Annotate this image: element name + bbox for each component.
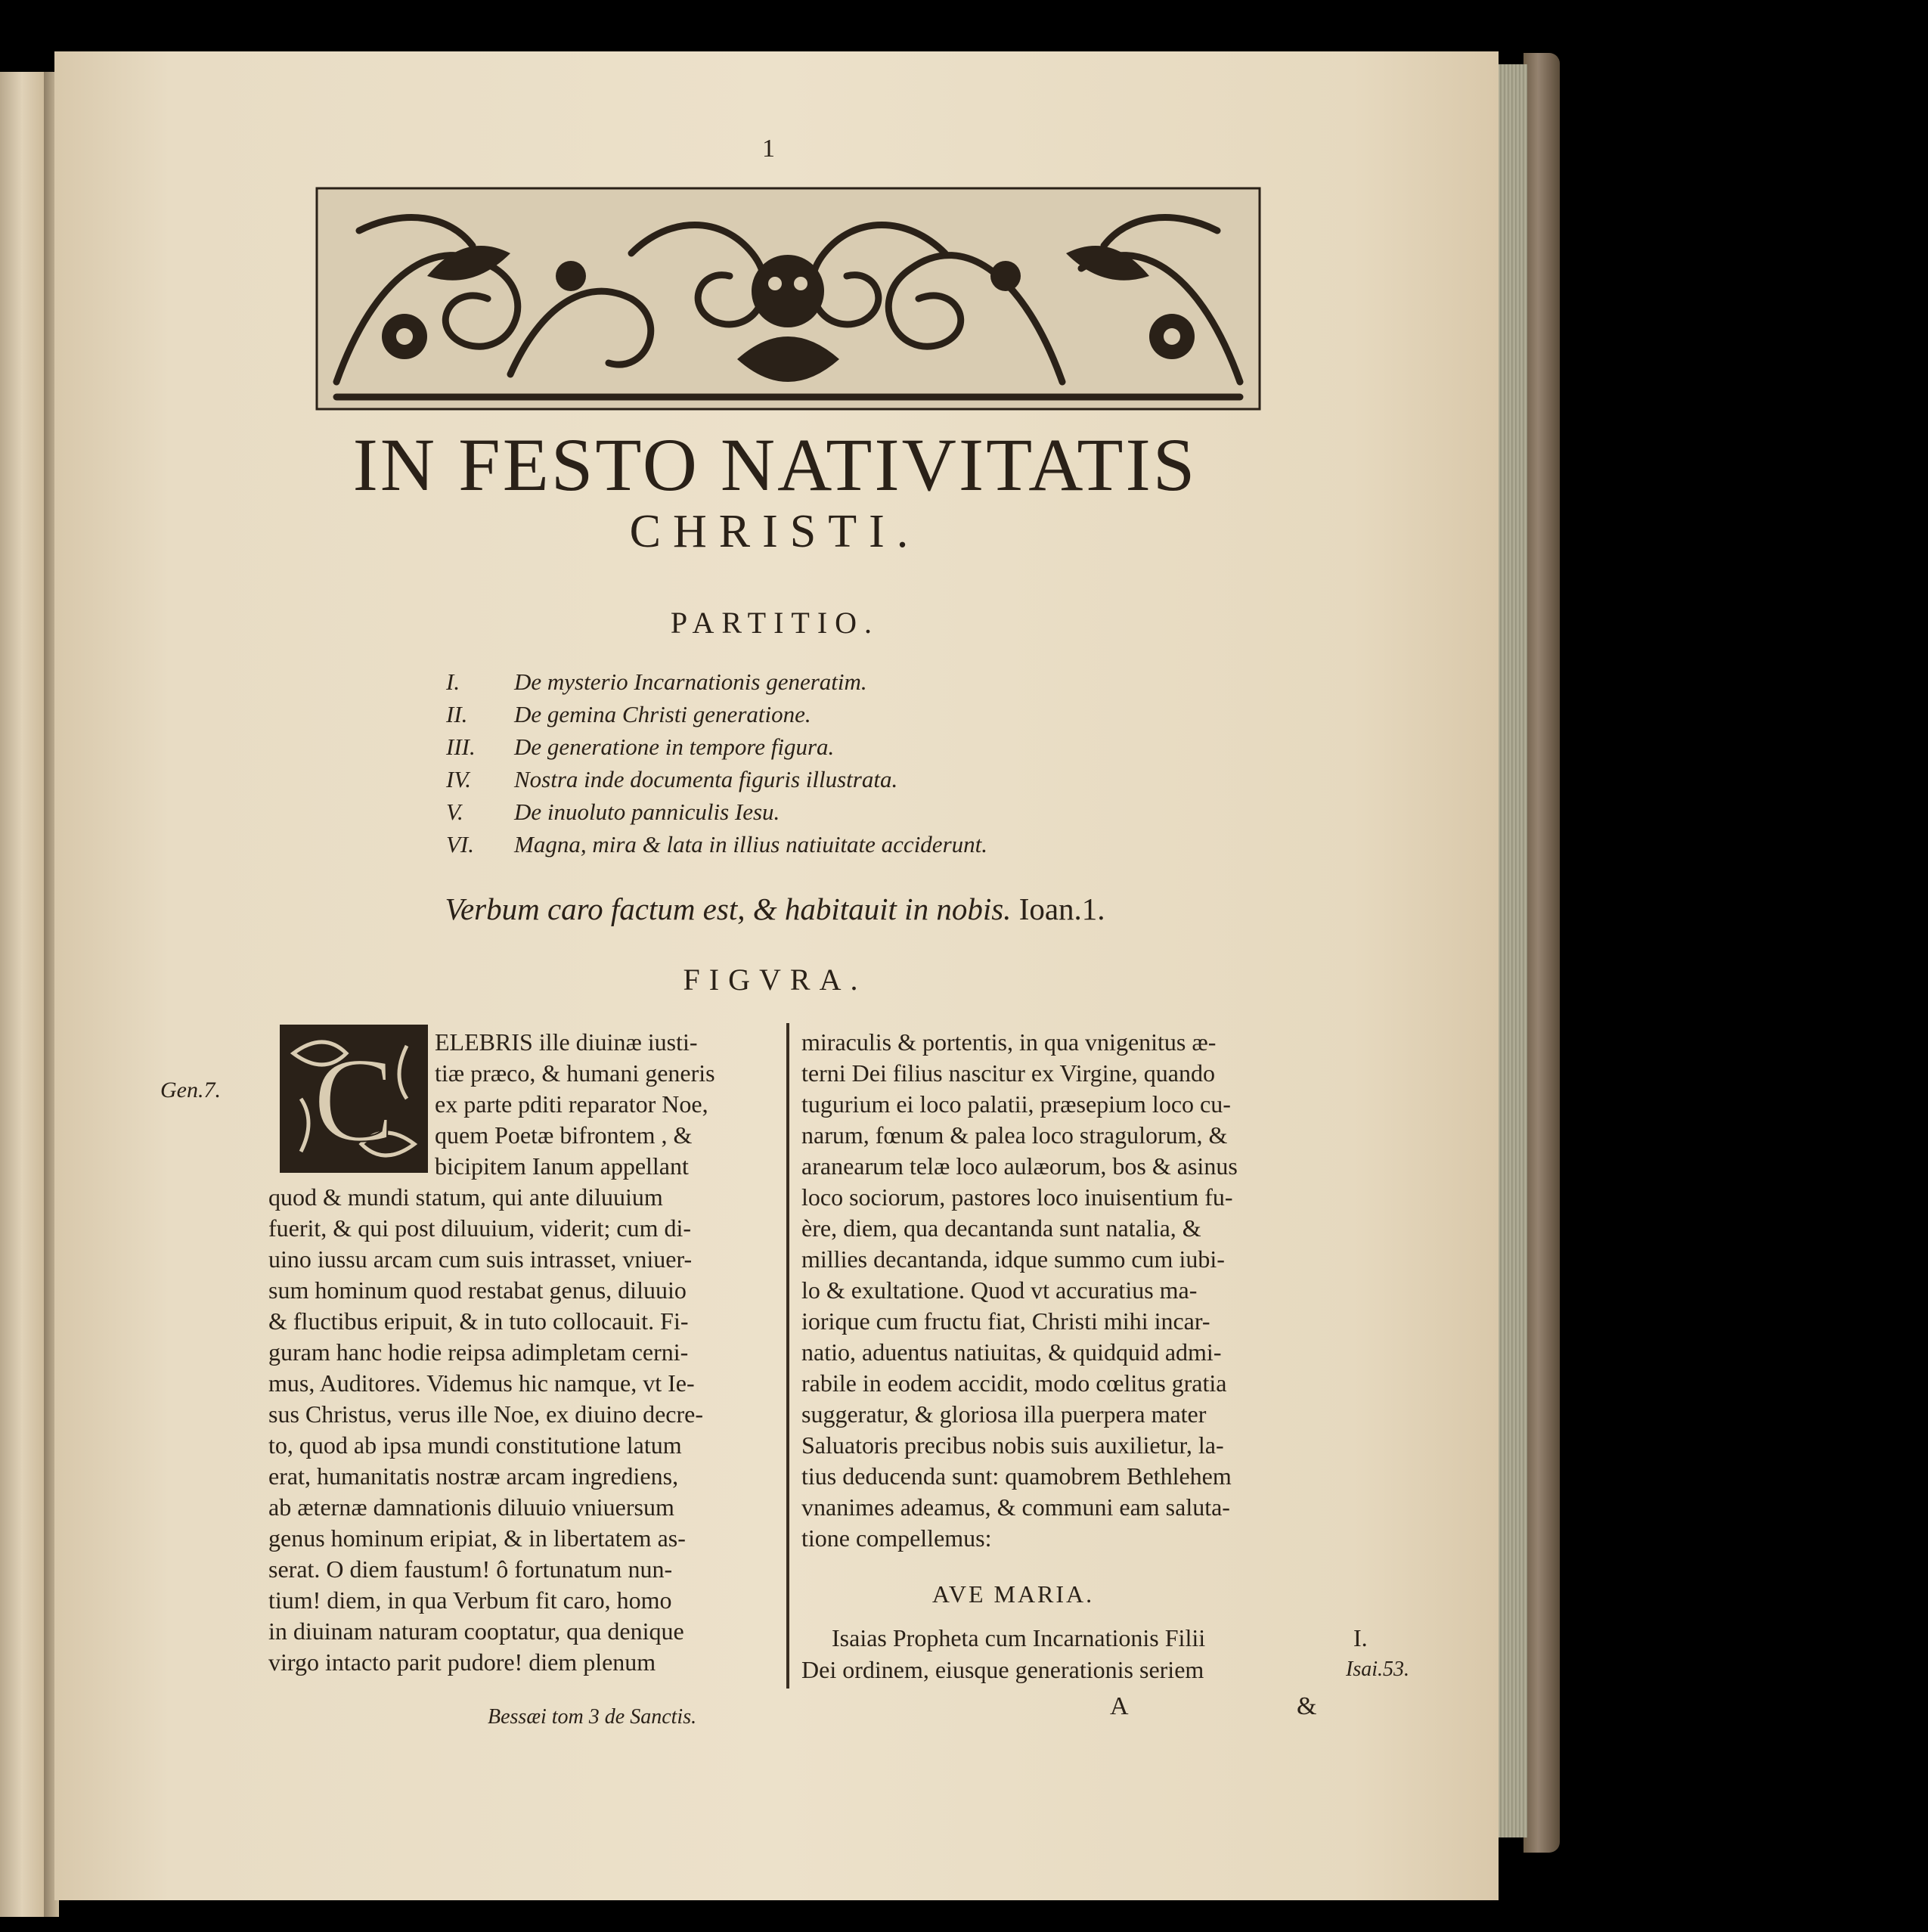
column2-line: loco sociorum, pastores loco inuisentium fu- [801,1183,1233,1211]
column1-line: quod & mundi statum, qui ante diluuium [268,1183,663,1211]
column1-line: tium! diem, in qua Verbum fit caro, homo [268,1586,672,1614]
partitio-item-number: VI. [446,830,475,857]
partitio-item-text: De generatione in tempore figura. [514,733,835,760]
partitio-list [446,665,1127,861]
partitio-item-number: II. [446,700,468,727]
column2-line: Isaias Propheta cum Incarnationis Filii [832,1624,1206,1651]
column2-line: rabile in eodem accidit, modo cœlitus gratia [801,1369,1227,1397]
column1-line: ELEBRIS ille diuinæ iusti- [435,1028,698,1056]
partitio-item [446,795,1127,828]
column1-line: tiæ præco, & humani generis [435,1059,715,1087]
page-subtitle: CHRISTI. [629,506,921,557]
column2-line: terni Dei filius nascitur ex Virgine, quando [801,1059,1215,1087]
column1-line: bicipitem Ianum appellant [435,1152,689,1180]
column2-line: suggeratur, & gloriosa illa puerpera mater [801,1400,1207,1428]
column2-line: Saluatoris precibus nobis suis auxilietur, la- [801,1431,1224,1459]
partitio-item-text: Nostra inde documenta figuris illustrata. [514,765,898,792]
column2-line: aranearum telæ loco aulæorum, bos & asinus [801,1152,1238,1180]
column1-line: serat. O diem faustum! ô fortunatum nun- [268,1555,673,1583]
woodcut-ornament-band [314,185,1263,412]
partitio-item-number: I. [446,668,460,695]
catchword-right: & [1297,1692,1317,1720]
column1-line: in diuinam naturam cooptatur, qua denique [268,1617,684,1645]
column2-line: natio, aduentus natiuitas, & quidquid admi- [801,1338,1222,1366]
margin-note-left: Gen.7. [160,1078,221,1102]
column1-line: mus, Auditores. Videmus hic namque, vt Ie- [268,1369,695,1397]
column2-line: lo & exultatione. Quod vt accuratius ma- [801,1276,1198,1304]
column1-line: guram hanc hodie reipsa adimpletam cerni- [268,1338,689,1366]
column1-line: uino iussu arcam cum suis intrasset, vniuer- [268,1245,693,1273]
margin-note-right-top: I. [1353,1624,1368,1651]
partitio-item [446,665,1127,698]
decorated-initial [278,1023,429,1174]
column2-line: miraculis & portentis, in qua vnigenitus æ- [801,1028,1217,1056]
column1-line: ab æternæ damnationis diluuio vniuersum [268,1493,674,1521]
epigraph-reference: Ioan.1. [1018,892,1105,926]
partitio-item-text: De mysterio Incarnationis generatim. [514,668,867,695]
partitio-item-number: III. [446,733,476,760]
column2-line: narum, fœnum & palea loco stragulorum, & [801,1121,1228,1149]
catchword-left: Bessæi tom 3 de Sanctis. [488,1705,697,1729]
partitio-item-text: Magna, mira & lata in illius natiuitate acciderunt. [514,830,987,857]
epigraph [287,891,1263,927]
column2-line: millies decantanda, idque summo cum iubi- [801,1245,1225,1273]
decorated-initial-letter: C [313,1032,395,1167]
column2-line: iorique cum fructu fiat, Christi mihi incar- [801,1307,1210,1335]
column2-line: tius deducenda sunt: quamobrem Bethlehem [801,1462,1232,1490]
margin-note-right-bottom: Isai.53. [1346,1658,1409,1681]
column2-line: Dei ordinem, eiusque generationis seriem [801,1656,1204,1683]
partitio-item-number: IV. [446,765,472,792]
partitio-item-text: De gemina Christi generatione. [514,700,811,727]
column1-line: ex parte pditi reparator Noe, [435,1090,708,1118]
epigraph-text: Verbum caro factum est, & habitauit in nobis. [445,892,1012,926]
ave-maria-heading: AVE MARIA. [931,1580,1095,1608]
column2-line: ère, diem, qua decantanda sunt natalia, & [801,1214,1201,1242]
partitio-item [446,698,1127,730]
column1-line: virgo intacto parit pudore! diem plenum [268,1648,656,1676]
column1-line: sus Christus, verus ille Noe, ex diuino decre- [268,1400,703,1428]
column2-line: tione compellemus: [801,1524,992,1552]
column1-line: sum hominum quod restabat genus, diluuio [268,1276,687,1304]
partitio-item [446,730,1127,763]
column2-line: vnanimes adeamus, & communi eam saluta- [801,1493,1230,1521]
page-title: IN FESTO NATIVITATIS [352,423,1198,507]
column1-line: to, quod ab ipsa mundi constitutione latum [268,1431,682,1459]
partitio-item-text: De inuoluto panniculis Iesu. [514,798,780,825]
column1-line: fuerit, & qui post diluuium, viderit; cum di- [268,1214,692,1242]
column2-line: tugurium ei loco palatii, præsepium loco cu- [801,1090,1231,1118]
column-divider [786,1023,789,1689]
signature-letter: A [1110,1692,1129,1720]
column1-line: quem Poetæ bifrontem , & [435,1121,693,1149]
left-page-strip [0,72,44,1917]
partitio-item [446,828,1127,861]
column1-line: & fluctibus eripuit, & in tuto collocauit. Fi- [268,1307,689,1335]
partitio-heading: PARTITIO. [670,606,880,640]
column1-line: erat, humanitatis nostræ arcam ingrediens, [268,1462,679,1490]
figura-heading: FIGVRA. [683,963,867,997]
partitio-item [446,763,1127,795]
partitio-item-number: V. [446,798,463,825]
column1-line: genus hominum eripiat, & in libertatem as- [268,1524,686,1552]
signature-mark: 1 [762,135,775,163]
book-cover-edge [1523,53,1560,1853]
